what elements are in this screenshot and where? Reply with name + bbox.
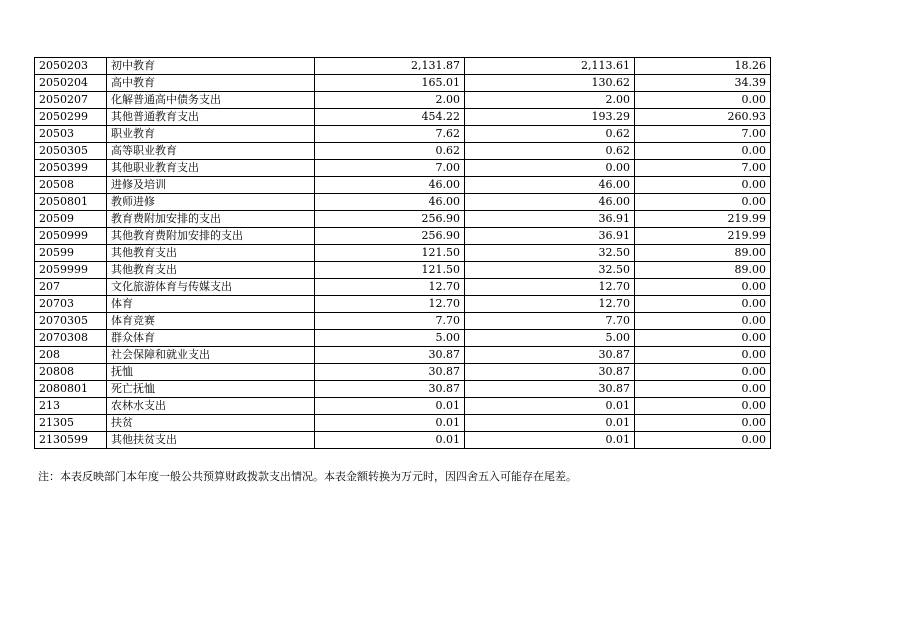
project-expenditure-cell: 0.00 [635, 194, 771, 211]
basic-expenditure-cell: 0.62 [465, 143, 635, 160]
project-expenditure-cell: 7.00 [635, 126, 771, 143]
project-expenditure-cell: 0.00 [635, 398, 771, 415]
total-amount-cell: 0.62 [315, 143, 465, 160]
total-amount-cell: 0.01 [315, 432, 465, 449]
subject-name-cell: 其他扶贫支出 [107, 432, 315, 449]
subject-name-cell: 职业教育 [107, 126, 315, 143]
total-amount-cell: 0.01 [315, 398, 465, 415]
table-row [35, 92, 771, 109]
subject-name-cell: 体育 [107, 296, 315, 313]
table-body [35, 58, 771, 449]
basic-expenditure-cell: 5.00 [465, 330, 635, 347]
table-row [35, 228, 771, 245]
subject-name-cell: 教师进修 [107, 194, 315, 211]
table-row [35, 381, 771, 398]
project-expenditure-cell: 219.99 [635, 211, 771, 228]
subject-code-cell: 20508 [35, 177, 107, 194]
total-amount-cell: 7.00 [315, 160, 465, 177]
total-amount-cell: 121.50 [315, 262, 465, 279]
table-row [35, 330, 771, 347]
subject-name-cell: 农林水支出 [107, 398, 315, 415]
basic-expenditure-cell: 0.62 [465, 126, 635, 143]
subject-code-cell: 2080801 [35, 381, 107, 398]
table-row [35, 194, 771, 211]
project-expenditure-cell: 34.39 [635, 75, 771, 92]
total-amount-cell: 30.87 [315, 381, 465, 398]
basic-expenditure-cell: 2.00 [465, 92, 635, 109]
subject-name-cell: 初中教育 [107, 58, 315, 75]
subject-code-cell: 2050305 [35, 143, 107, 160]
subject-name-cell: 高等职业教育 [107, 143, 315, 160]
table-row [35, 75, 771, 92]
project-expenditure-cell: 0.00 [635, 415, 771, 432]
project-expenditure-cell: 0.00 [635, 381, 771, 398]
basic-expenditure-cell: 36.91 [465, 211, 635, 228]
subject-name-cell: 文化旅游体育与传媒支出 [107, 279, 315, 296]
subject-name-cell: 其他职业教育支出 [107, 160, 315, 177]
basic-expenditure-cell: 0.01 [465, 415, 635, 432]
project-expenditure-cell: 0.00 [635, 143, 771, 160]
subject-name-cell: 其他教育费附加安排的支出 [107, 228, 315, 245]
table-row [35, 245, 771, 262]
subject-code-cell: 2070305 [35, 313, 107, 330]
project-expenditure-cell: 0.00 [635, 364, 771, 381]
total-amount-cell: 46.00 [315, 194, 465, 211]
subject-name-cell: 高中教育 [107, 75, 315, 92]
basic-expenditure-cell: 30.87 [465, 364, 635, 381]
subject-code-cell: 2050399 [35, 160, 107, 177]
project-expenditure-cell: 0.00 [635, 330, 771, 347]
basic-expenditure-cell: 32.50 [465, 245, 635, 262]
table-row [35, 364, 771, 381]
total-amount-cell: 7.62 [315, 126, 465, 143]
project-expenditure-cell: 0.00 [635, 296, 771, 313]
basic-expenditure-cell: 0.01 [465, 432, 635, 449]
project-expenditure-cell: 0.00 [635, 177, 771, 194]
subject-code-cell: 20808 [35, 364, 107, 381]
basic-expenditure-cell: 46.00 [465, 194, 635, 211]
project-expenditure-cell: 89.00 [635, 262, 771, 279]
subject-code-cell: 20503 [35, 126, 107, 143]
total-amount-cell: 256.90 [315, 228, 465, 245]
project-expenditure-cell: 0.00 [635, 347, 771, 364]
basic-expenditure-cell: 32.50 [465, 262, 635, 279]
project-expenditure-cell: 0.00 [635, 279, 771, 296]
total-amount-cell: 2,131.87 [315, 58, 465, 75]
subject-code-cell: 207 [35, 279, 107, 296]
table-row [35, 109, 771, 126]
project-expenditure-cell: 0.00 [635, 432, 771, 449]
subject-code-cell: 2050299 [35, 109, 107, 126]
subject-code-cell: 21305 [35, 415, 107, 432]
subject-name-cell: 扶贫 [107, 415, 315, 432]
basic-expenditure-cell: 46.00 [465, 177, 635, 194]
subject-name-cell: 其他教育支出 [107, 245, 315, 262]
basic-expenditure-cell: 12.70 [465, 279, 635, 296]
total-amount-cell: 2.00 [315, 92, 465, 109]
table-row [35, 58, 771, 75]
project-expenditure-cell: 0.00 [635, 313, 771, 330]
table-row [35, 415, 771, 432]
total-amount-cell: 0.01 [315, 415, 465, 432]
basic-expenditure-cell: 7.70 [465, 313, 635, 330]
total-amount-cell: 30.87 [315, 347, 465, 364]
subject-code-cell: 213 [35, 398, 107, 415]
total-amount-cell: 165.01 [315, 75, 465, 92]
subject-name-cell: 其他教育支出 [107, 262, 315, 279]
total-amount-cell: 7.70 [315, 313, 465, 330]
table-row [35, 279, 771, 296]
project-expenditure-cell: 89.00 [635, 245, 771, 262]
subject-code-cell: 20509 [35, 211, 107, 228]
subject-code-cell: 2070308 [35, 330, 107, 347]
table-row [35, 432, 771, 449]
table-row [35, 211, 771, 228]
subject-code-cell: 2130599 [35, 432, 107, 449]
table-footnote: 注：本表反映部门本年度一般公共预算财政拨款支出情况。本表金额转换为万元时，因四舍五入可能存在尾差。 [38, 470, 577, 483]
subject-name-cell: 体育竞赛 [107, 313, 315, 330]
subject-name-cell: 群众体育 [107, 330, 315, 347]
project-expenditure-cell: 18.26 [635, 58, 771, 75]
subject-code-cell: 2050204 [35, 75, 107, 92]
basic-expenditure-cell: 30.87 [465, 347, 635, 364]
subject-name-cell: 其他普通教育支出 [107, 109, 315, 126]
table-row [35, 143, 771, 160]
expenditure-table [34, 57, 771, 449]
basic-expenditure-cell: 2,113.61 [465, 58, 635, 75]
total-amount-cell: 30.87 [315, 364, 465, 381]
subject-code-cell: 2050999 [35, 228, 107, 245]
basic-expenditure-cell: 12.70 [465, 296, 635, 313]
basic-expenditure-cell: 30.87 [465, 381, 635, 398]
basic-expenditure-cell: 36.91 [465, 228, 635, 245]
subject-name-cell: 社会保障和就业支出 [107, 347, 315, 364]
table-row [35, 296, 771, 313]
total-amount-cell: 454.22 [315, 109, 465, 126]
subject-code-cell: 20599 [35, 245, 107, 262]
table-row [35, 313, 771, 330]
basic-expenditure-cell: 193.29 [465, 109, 635, 126]
basic-expenditure-cell: 0.01 [465, 398, 635, 415]
total-amount-cell: 121.50 [315, 245, 465, 262]
subject-name-cell: 教育费附加安排的支出 [107, 211, 315, 228]
total-amount-cell: 12.70 [315, 296, 465, 313]
project-expenditure-cell: 0.00 [635, 92, 771, 109]
subject-name-cell: 抚恤 [107, 364, 315, 381]
table-row [35, 160, 771, 177]
subject-code-cell: 2050203 [35, 58, 107, 75]
table-row [35, 398, 771, 415]
table-row [35, 347, 771, 364]
total-amount-cell: 46.00 [315, 177, 465, 194]
project-expenditure-cell: 260.93 [635, 109, 771, 126]
subject-name-cell: 死亡抚恤 [107, 381, 315, 398]
subject-code-cell: 2050801 [35, 194, 107, 211]
total-amount-cell: 256.90 [315, 211, 465, 228]
table-row [35, 262, 771, 279]
table-row [35, 177, 771, 194]
subject-name-cell: 进修及培训 [107, 177, 315, 194]
basic-expenditure-cell: 130.62 [465, 75, 635, 92]
subject-code-cell: 2050207 [35, 92, 107, 109]
project-expenditure-cell: 219.99 [635, 228, 771, 245]
total-amount-cell: 5.00 [315, 330, 465, 347]
subject-code-cell: 2059999 [35, 262, 107, 279]
table-row [35, 126, 771, 143]
subject-name-cell: 化解普通高中债务支出 [107, 92, 315, 109]
subject-code-cell: 208 [35, 347, 107, 364]
subject-code-cell: 20703 [35, 296, 107, 313]
project-expenditure-cell: 7.00 [635, 160, 771, 177]
basic-expenditure-cell: 0.00 [465, 160, 635, 177]
total-amount-cell: 12.70 [315, 279, 465, 296]
